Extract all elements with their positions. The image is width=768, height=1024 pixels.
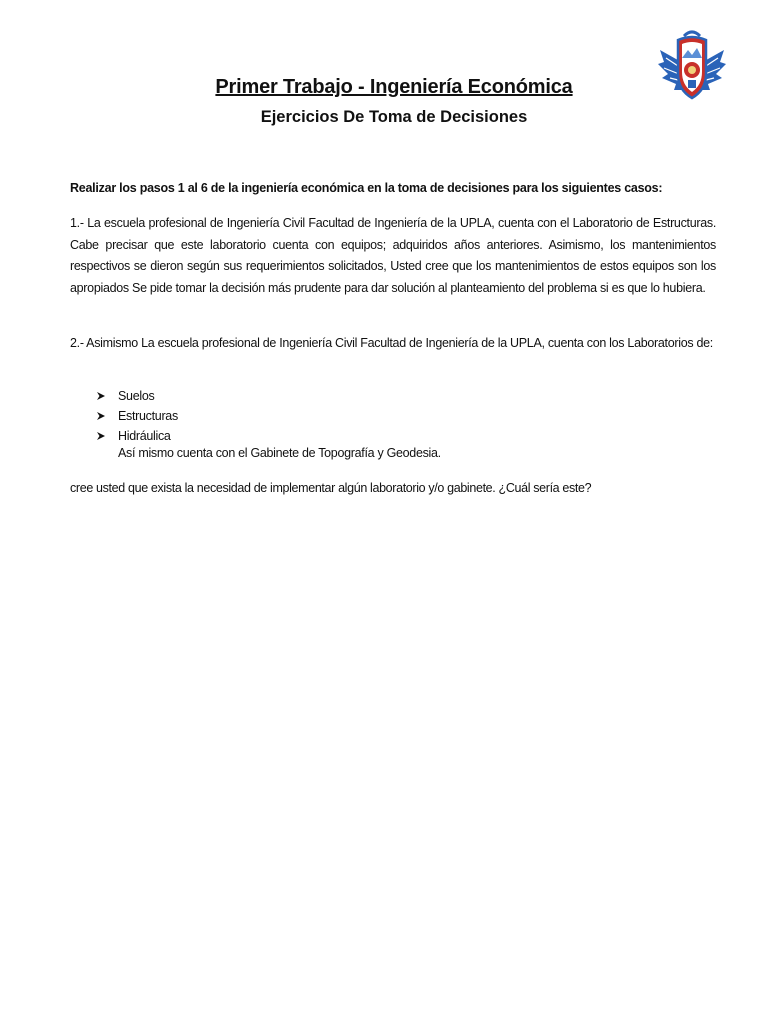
- document-title: Primer Trabajo - Ingeniería Económica: [215, 76, 573, 98]
- arrowhead-bullet-icon: [96, 411, 106, 421]
- exercise-2-paragraph: 2.- Asimismo La escuela profesional de Ingeniería Civil Facultad de Ingeniería de la UPLA, cuenta con los Laboratorios de:: [70, 336, 713, 350]
- topography-note: Así mismo cuenta con el Gabinete de Topografía y Geodesia.: [118, 446, 441, 460]
- laboratories-list: [96, 386, 178, 446]
- list-item: [96, 426, 178, 446]
- lab-label: Suelos: [118, 389, 155, 403]
- list-item: [96, 386, 178, 406]
- document-subtitle: Ejercicios De Toma de Decisiones: [260, 108, 528, 126]
- closing-question: cree usted que exista la necesidad de implementar algún laboratorio y/o gabinete. ¿Cuál sería este?: [70, 481, 592, 495]
- exercise-1-paragraph: 1.- La escuela profesional de Ingeniería Civil Facultad de Ingeniería de la UPLA, cuenta con el Laboratorio de Estructuras. Cabe precisar que este laboratorio cuenta con equipos; adquiridos años anteriores. Asimismo, los mantenimientos respectivos se dieron según sus requerimientos solicitados, Usted cree que los mantenimientos de estos equipos son los apropiados Se pide tomar la decisión más prudente para dar solución al planteamiento del problema si es que lo hubiera.: [70, 216, 716, 295]
- instructions-text: Realizar los pasos 1 al 6 de la ingeniería económica en la toma de decisiones para los siguientes casos:: [70, 181, 663, 195]
- lab-label: Hidráulica: [118, 429, 171, 443]
- arrowhead-bullet-icon: [96, 431, 106, 441]
- lab-label: Estructuras: [118, 409, 178, 423]
- list-item: [96, 406, 178, 426]
- arrowhead-bullet-icon: [96, 391, 106, 401]
